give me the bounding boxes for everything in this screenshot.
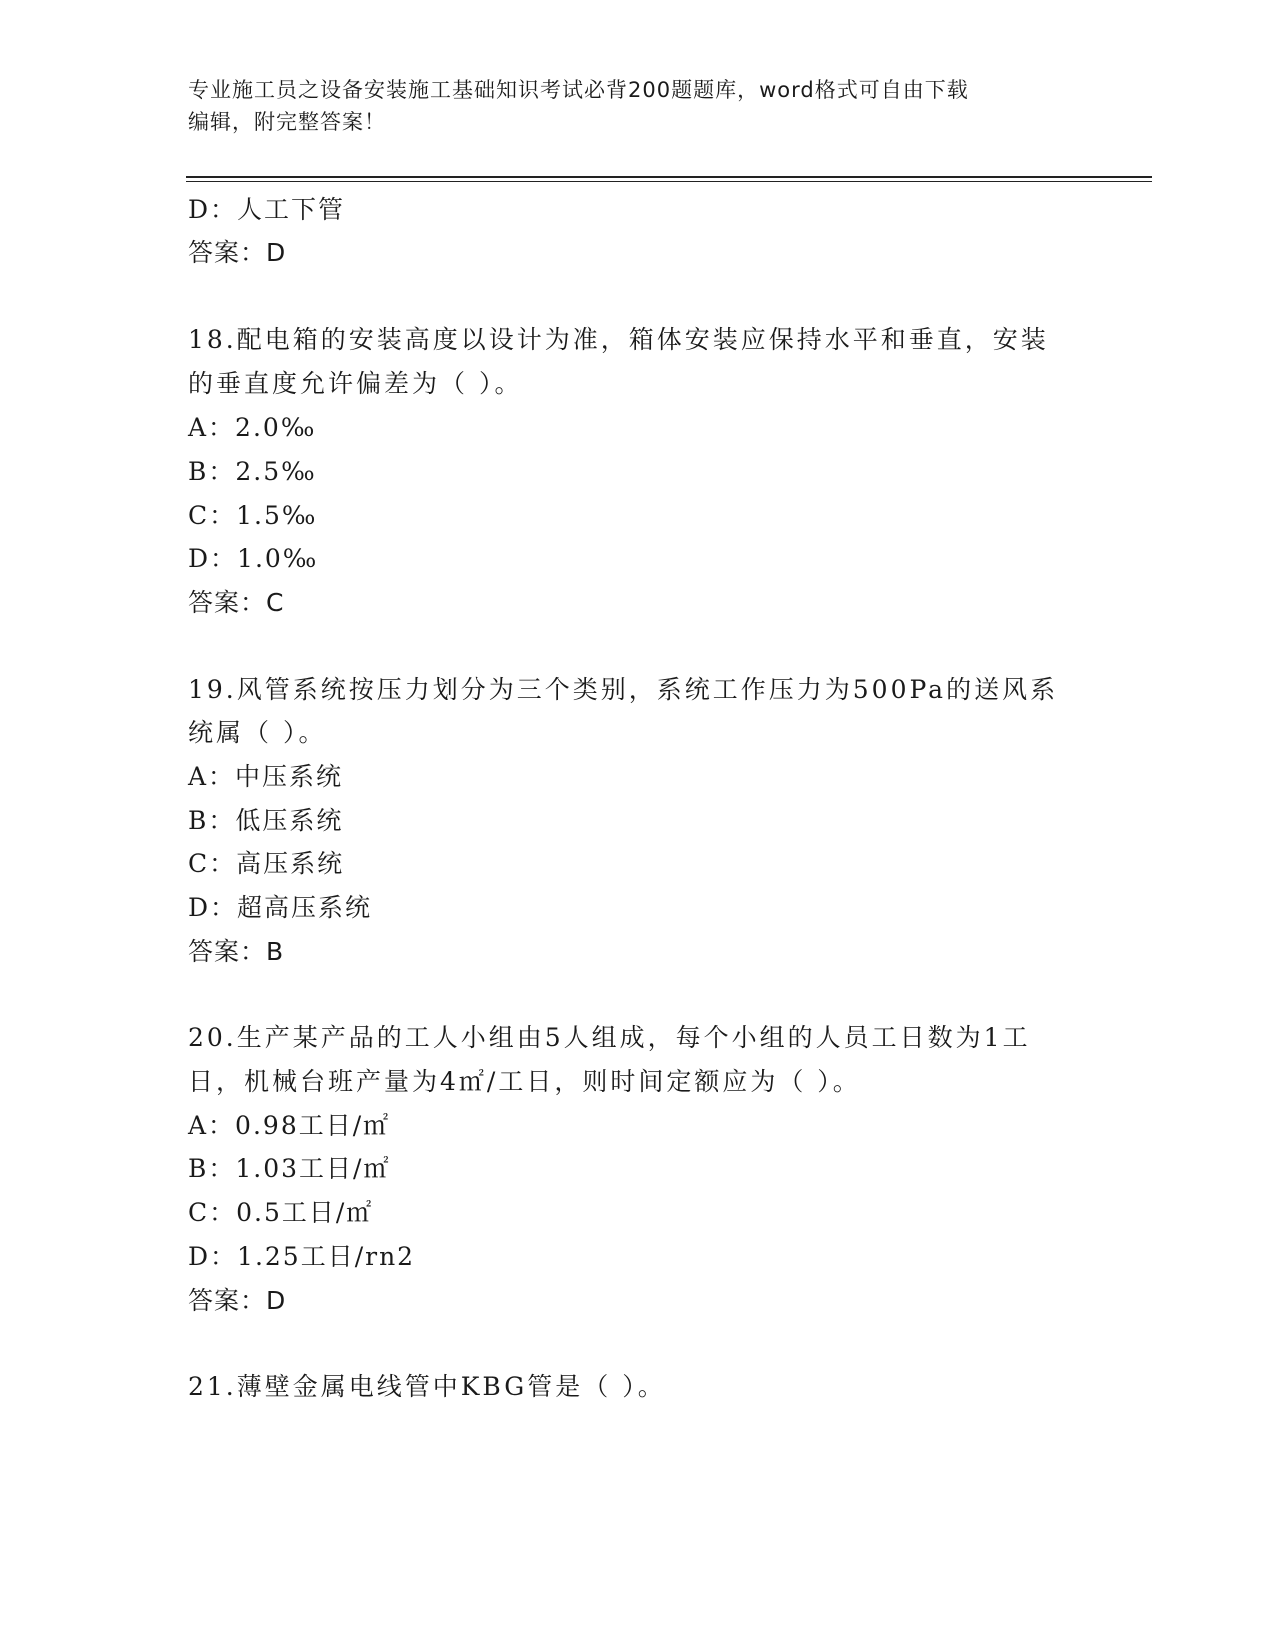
q19-option-a: A：中压系统 — [188, 762, 344, 791]
q20-option-b: B：1.03工日/㎡ — [188, 1154, 391, 1183]
header-line-2: 编辑，附完整答案！ — [188, 110, 386, 134]
q19-option-d: D：超高压系统 — [188, 893, 373, 922]
q21-question-line-1: 21.薄壁金属电线管中KBG管是（ ）。 — [188, 1372, 666, 1401]
q18-option-a: A：2.0‰ — [188, 413, 317, 442]
q19-question-line-2: 统属（ ）。 — [188, 718, 327, 747]
q18-question-line-2: 的垂直度允许偏差为（ ）。 — [188, 369, 523, 398]
q17-answer: 答案：D — [188, 238, 287, 267]
q20-question-line-1: 20.生产某产品的工人小组由5人组成，每个小组的人员工日数为1工 — [188, 1023, 1031, 1052]
q20-option-a: A：0.98工日/㎡ — [188, 1111, 391, 1140]
header-divider-thick — [186, 176, 1152, 178]
header-line-1: 专业施工员之设备安装施工基础知识考试必背200题题库，word格式可自由下载 — [188, 78, 969, 102]
q17-option-d: D：人工下管 — [188, 195, 346, 224]
q18-option-c: C：1.5‰ — [188, 501, 318, 530]
q19-question-line-1: 19.风管系统按压力划分为三个类别，系统工作压力为500Pa的送风系 — [188, 675, 1059, 704]
q18-option-b: B：2.5‰ — [188, 457, 317, 486]
document-header — [188, 74, 1088, 138]
q20-answer: 答案：D — [188, 1286, 287, 1315]
q19-option-c: C：高压系统 — [188, 849, 345, 878]
q18-option-d: D：1.0‰ — [188, 544, 319, 573]
q18-answer: 答案：C — [188, 588, 285, 617]
q20-question-line-2: 日，机械台班产量为4㎡/工日，则时间定额应为（ ）。 — [188, 1067, 861, 1096]
q19-option-b: B：低压系统 — [188, 806, 344, 835]
header-divider-thin — [186, 181, 1152, 182]
q20-option-d: D：1.25工日/rn2 — [188, 1242, 416, 1271]
q20-option-c: C：0.5工日/㎡ — [188, 1198, 374, 1227]
q19-answer: 答案：B — [188, 937, 285, 966]
q18-question-line-1: 18.配电箱的安装高度以设计为准，箱体安装应保持水平和垂直，安装 — [188, 325, 1049, 354]
